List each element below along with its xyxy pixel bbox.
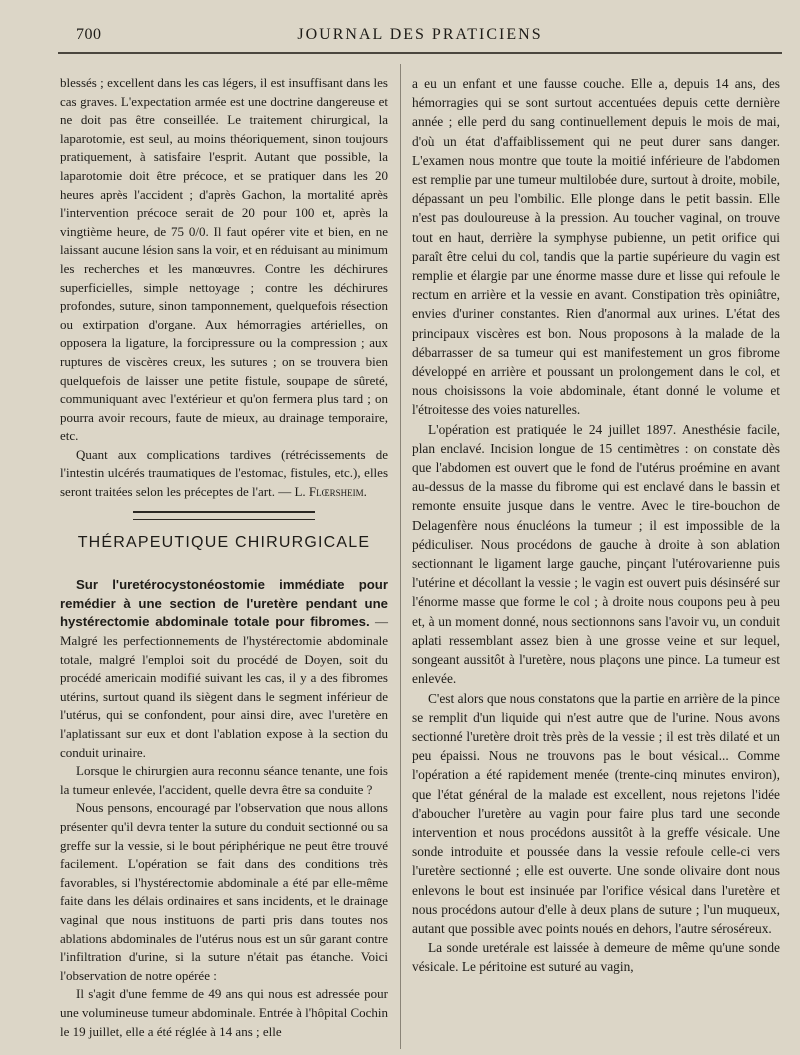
page-header [60, 22, 780, 46]
left-column [60, 74, 388, 1041]
case-paragraph: Il s'agit d'une femme de 49 ans qui nous est adressée pour une volumineuse tumeur abdominale. Entrée à l'hôpital Cochin le 19 juillet, elle a été réglée à 14 ans ; elle [60, 986, 388, 1039]
discovery-paragraph: C'est alors que nous constatons que la partie en arrière de la pince se remplit d'un liquide qui n'est autre que de l'urine. Nous avons sectionné l'uretère droit très près de la vessie ; il est très dilaté et un peu épaissi. Nous ne trouvons pas le bout vésical... Comme l'opération a été rapidement menée (trente-cinq minutes environ), que l'état général de la malade est excellent, nous rejetons l'idée d'aboucher l'uretère au vagin pour faire plus tard une seconde intervention et nous procédons aussitôt à la greffe vésicale. Une sonde introduite et poussée dans la vessie refoule celle-ci vers l'uretère sectionné ; elle est ouverte. Une sonde olivaire dont nous enlevons le bout est insinuée par l'orifice vésical dans l'uretère et nous procédons autour d'elle à deux plans de suture ; l'un muqueux, autant que possible avec points noués en dehors, l'autre séroséreux. [412, 690, 780, 936]
method-paragraph: Nous pensons, encouragé par l'observation que nous allons présenter qu'il devra tenter la suture du conduit sectionné ou sa greffe sur la vessie, si le bout périphérique ne peut être trouvé facilement. L'opération se fait dans des conditions très favorables, si l'hystérectomie abdominale a été par elle-même faite dans les délais ordinaires et sans incidents, et le drainage vaginal que nous instituons de parti pris dans toutes nos ablations abdominales de l'utérus nous est un sûr garant contre l'infiltration d'urine, si la suture n'était pas étanche. Voici l'observation de notre opérée : [60, 800, 388, 983]
closing-paragraph: La sonde uretérale est laissée à demeure de même qu'une sonde vésicale. Le péritoine est suturé au vagin, [412, 940, 780, 975]
page-number: 700 [76, 26, 102, 43]
section-heading: THÉRAPEUTIQUE CHIRURGICALE [77, 533, 371, 551]
article-opening-paragraph [60, 576, 388, 762]
continuation-paragraph: blessés ; excellent dans les cas légers, il est insuffisant dans les cas graves. L'expectation armée est une doctrine dangereuse et ne doit pas être conseillée. Le traitement chirurgical, la laparotomie, est seul, au moins théoriquement, sinon toujours pratiquement, à satisfaire l'esprit. Autant que possible, la laparotomie doit être précoce, et se pratiquer dans les 20 heures après l'accident ; d'après Gachon, la mortalité après l'intervention précoce serait de 20 pour 100 et, après la vingtième heure, de 75 0/0. Il faut opérer vite et bien, en ne laissant aucune lésion sans la voir, et en réduisant au minimum les recherches et les manœuvres. Contre les déchirures superficielles, simple nettoyage ; contre les déchirures profondes, suture, sinon tamponnement, quelquefois résection ou extirpation d'organe. Aux hémorragies artérielles, on opposera la ligature, la forcipressure ou la compression ; aux ruptures de viscères creux, les sutures ; on se trouvera bien quelquefois de laisser une petite fistule, soupape de sûreté, communiquant avec l'extérieur et qu'on fermera plus tard ; on pourra avoir recours, faute de mieux, au drainage temporaire, etc. [60, 75, 388, 444]
question-paragraph: Lorsque le chirurgien aura reconnu séance tenante, une fois la tumeur enlevée, l'accident, quelle devra être sa conduite ? [60, 763, 388, 797]
complications-paragraph [60, 446, 388, 502]
section-separator-ornament [133, 511, 315, 520]
header-rule [58, 52, 782, 54]
complications-text: Quant aux complications tardives (rétrécissements de l'intestin ulcérés traumatiques de l'estomac, fistules, etc.), elles seront traitées selon les préceptes de l'art. — [60, 446, 388, 500]
running-head: JOURNAL DES PRATICIENS [297, 26, 543, 43]
author-signature: L. Flœrsheim. [294, 484, 367, 500]
case-continuation-paragraph: a eu un enfant et une fausse couche. Elle a, depuis 14 ans, des hémorragies qui se sont surtout accentuées depuis cette dernière année ; elle perd du sang continuellement depuis le mois de mai, d'où un état d'affaiblissement qui ne peut durer sans danger. L'examen nous montre que toute la moitié inférieure de l'abdomen est remplie par une tumeur multilobée dure, surtout à droite, mobile, dépassant un peu l'ombilic. Elle plonge dans le petit bassin. Elle n'est pas douloureuse à la pression. Au toucher vaginal, on trouve tout en haut, derrière la symphyse pubienne, un petit orifice qui paraît être celui du col, tandis que la partie supérieure du vagin est remplie et élargie par une énorme masse dure et lisse qui refoule le rectum en arrière et la vessie en avant. Constipation très opiniâtre, envies d'uriner constantes. Rien d'anormal aux urines. L'état des principaux viscères est bon. Nous proposons à la malade de la débarrasser de sa tumeur qui est manifestement un gros fibrome développé en arrière et poussant un prolongement dans le col, et nous choisissons la voie abdominale, étant donné le volume et l'étroitesse des voies naturelles. [412, 76, 780, 418]
article-lead: — Malgré les perfectionnements de l'hystérectomie abdominale totale, malgré l'emploi soit du procédé de Doyen, soit du procédé americain modifié suivant les cas, il y a des fibromes utérins, surtout quand ils siègent dans le segment inférieur de l'utérus, qui se confondent, pour ainsi dire, avec l'uretère en l'aplatissant sur eux et dont l'ablation expose à la section du conduit urinaire. [60, 614, 389, 760]
column-divider [400, 64, 401, 1049]
article-title: Sur l'uretérocystonéostomie immédiate pour remédier à une section de l'uretère pendant une hystérectomie abdominale totale pour fibromes. [60, 577, 388, 630]
operation-paragraph: L'opération est pratiquée le 24 juillet 1897. Anesthésie facile, plan enclavé. Incision longue de 15 centimètres : on constate dès que l'abdomen est ouvert que le fond de l'utérus proémine en avant au-dessus de la masse du fibrome qui est enclavé dans le bassin et remonte ensuite jusque dans le ventre. Avec le tire-bouchon de Delagenfère nous énucléons la tumeur ; il est impossible de la pédiculiser. Nous procédons de gauche à droite à son ablation sectionnant le ligament large gauche, pinçant l'utérovarienne puis l'utérine et décollant la vessie ; le vagin est ouvert puis désinséré sur l'énorme masse que forme le col ; à droite nous coupons peu à peu et, à un moment donné, nous sectionnons sans l'avoir vu, un conduit aplati ressemblant assez bien à une grosse veine et sur lequel, songeant aussitôt à l'uretère, nous plaçons une pince. La tumeur est enlevée. [412, 421, 780, 687]
right-column [412, 74, 780, 977]
